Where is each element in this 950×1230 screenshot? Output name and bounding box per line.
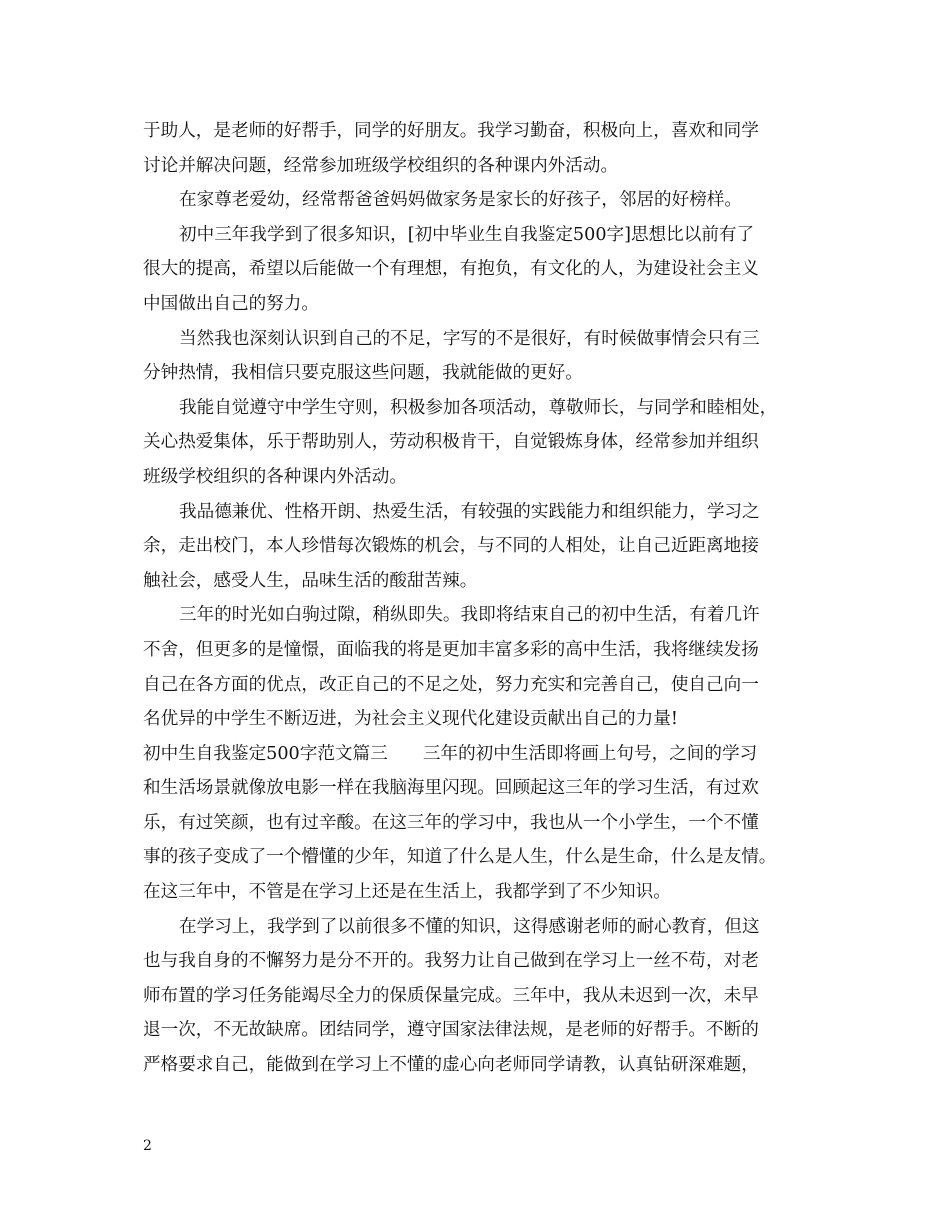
document-body xyxy=(143,114,823,1083)
text-line: 在家尊老爱幼，经常帮爸爸妈妈做家务是家长的好孩子，邻居的好榜样。 xyxy=(179,190,743,211)
text-line: 和生活场景就像放电影一样在我脑海里闪现。回顾起这三年的学习生活，有过欢 xyxy=(143,778,759,799)
text-line: 在学习上，我学到了以前很多不懂的知识，这得感谢老师的耐心教育，但这 xyxy=(179,916,760,937)
text-line: 触社会，感受人生，品味生活的酸甜苦辣。 xyxy=(143,570,478,591)
text-line: 中国做出自己的努力。 xyxy=(143,293,319,314)
text-line: 班级学校组织的各种课内外活动。 xyxy=(143,466,407,487)
text-line: 退一次，不无故缺席。团结同学，遵守国家法律法规，是老师的好帮手。不断的 xyxy=(143,1020,759,1041)
text-line: 分钟热情，我相信只要克服这些问题，我就能做的更好。 xyxy=(143,363,583,384)
text-line: 初中三年我学到了很多知识，[初中毕业生自我鉴定500字]思想比以前有了 xyxy=(179,224,755,245)
text-line: 初中生自我鉴定500字范文篇三 三年的初中生活即将画上句号，之间的学习 xyxy=(143,743,758,764)
text-line: 很大的提高，希望以后能做一个有理想，有抱负，有文化的人，为建设社会主义 xyxy=(143,259,759,280)
text-line: 也与我自身的不懈努力是分不开的。我努力让自己做到在学习上一丝不苟，对老 xyxy=(143,951,759,972)
text-line: 三年的时光如白驹过隙，稍纵即失。我即将结束自己的初中生活，有着几许 xyxy=(179,605,760,626)
text-line: 乐，有过笑颜，也有过辛酸。在这三年的学习中，我也从一个小学生，一个不懂 xyxy=(143,812,759,833)
text-line: 讨论并解决问题，经常参加班级学校组织的各种课内外活动。 xyxy=(143,155,619,176)
text-line: 不舍，但更多的是憧憬，面临我的将是更加丰富多彩的高中生活，我将继续发扬 xyxy=(143,639,759,660)
text-line: 师布置的学习任务能竭尽全力的保质保量完成。三年中，我从未迟到一次，未早 xyxy=(143,985,759,1006)
text-line: 我品德兼优、性格开朗、热爱生活，有较强的实践能力和组织能力，学习之 xyxy=(179,501,760,522)
text-line: 当然我也深刻认识到自己的不足，字写的不是很好，有时候做事情会只有三 xyxy=(179,328,760,349)
text-line: 事的孩子变成了一个懵懂的少年，知道了什么是人生，什么是生命，什么是友情。 xyxy=(143,847,777,868)
text-line: 在这三年中，不管是在学习上还是在生活上，我都学到了不少知识。 xyxy=(143,882,671,903)
text-line: 自己在各方面的优点，改正自己的不足之处，努力充实和完善自己，使自己向一 xyxy=(143,674,759,695)
text-line: 于助人，是老师的好帮手，同学的好朋友。我学习勤奋，积极向上，喜欢和同学 xyxy=(143,121,759,141)
text-line: 我能自觉遵守中学生守则，积极参加各项活动，尊敬师长，与同学和睦相处， xyxy=(179,397,778,418)
text-line: 严格要求自己，能做到在学习上不懂的虚心向老师同学请教，认真钻研深难题， xyxy=(143,1055,759,1076)
text-line: 名优异的中学生不断迈进，为社会主义现代化建设贡献出自己的力量! xyxy=(143,709,678,730)
text-line: 关心热爱集体，乐于帮助别人，劳动积极肯干，自觉锻炼身体，经常参加并组织 xyxy=(143,432,759,453)
page-number: 2 xyxy=(143,1138,152,1154)
text-line: 余，走出校门，本人珍惜每次锻炼的机会，与不同的人相处，让自己近距离地接 xyxy=(143,536,759,557)
